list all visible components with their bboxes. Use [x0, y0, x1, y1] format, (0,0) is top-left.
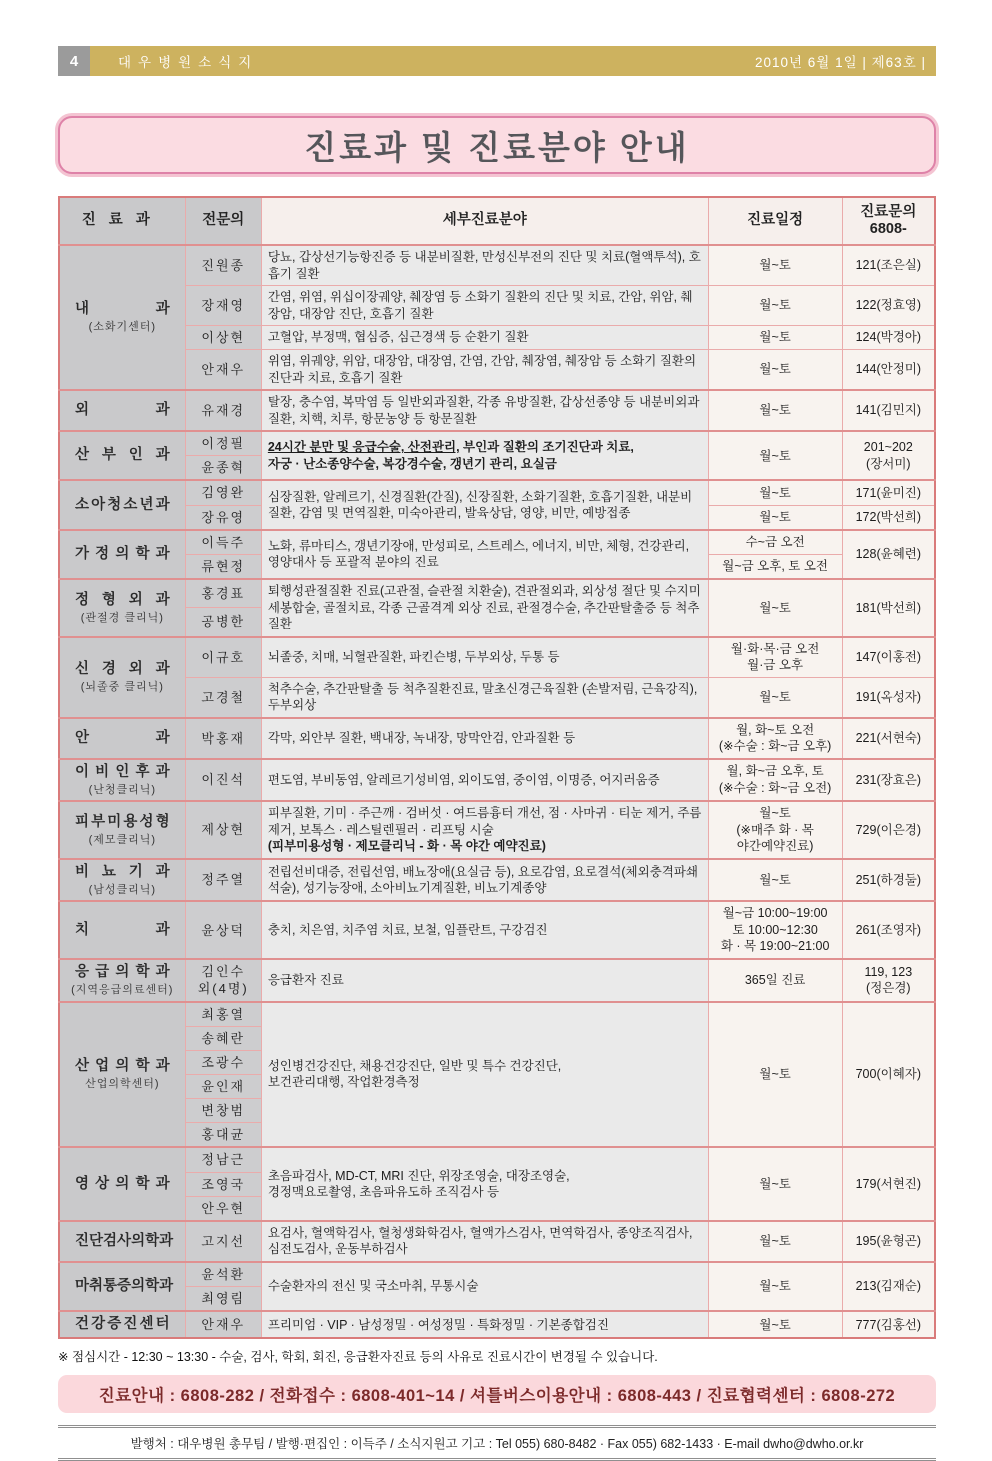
department-cell [59, 245, 185, 390]
phone-cell: 179(서현진) [842, 1147, 935, 1220]
doctor-cell: 윤종혁 [185, 456, 261, 481]
department-sub-label: (난청클리닉) [88, 783, 157, 796]
table-row [59, 326, 935, 350]
schedule-cell: 월~토 [708, 1147, 842, 1220]
detail-cell: 성인병건강진단, 채용건강진단, 일반 및 특수 건강진단, 보건관리대행, 작업환경측정 [261, 1002, 708, 1148]
department-name: 응 급 의 학 과 [75, 963, 170, 980]
department-table [58, 196, 936, 1339]
schedule-cell: 월~토 [708, 390, 842, 431]
department-cell [59, 637, 185, 718]
schedule-cell: 월, 화~토 오전 (※수술 : 화~금 오후) [708, 718, 842, 759]
schedule-cell: 월~토 [708, 1311, 842, 1338]
schedule-cell: 월~토 [708, 677, 842, 718]
col-header-detail: 세부진료분야 [261, 197, 708, 245]
department-sub-label: (뇌졸중 클리닉) [80, 680, 164, 693]
department-name: 비 뇨 기 과 [75, 863, 170, 880]
doctor-cell: 윤석환 [185, 1262, 261, 1287]
phone-cell: 729(이은경) [842, 801, 935, 859]
schedule-cell: 월~토 [708, 286, 842, 326]
department-sub-label: (소화기센터) [88, 321, 157, 334]
phone-cell: 122(정효영) [842, 286, 935, 326]
detail-cell: 24시간 분만 및 응급수술, 산전관리, 부인과 질환의 조기진단과 치료, 자궁 · 난소종양수술, 복강경수술, 갱년기 관리, 요실금 [261, 431, 708, 480]
phone-cell: 124(박경아) [842, 326, 935, 350]
page-number: 4 [58, 46, 90, 76]
doctor-cell: 고경철 [185, 677, 261, 718]
table-row [59, 637, 935, 678]
department-name: 건 강 증 진 센 터 [75, 1316, 170, 1333]
detail-cell: 심장질환, 알레르기, 신경질환(간질), 신장질환, 소화기질환, 호흡기질환, 내분비질환, 감염 및 면역질환, 미숙아관리, 발육상담, 영양, 비만, 예방접종 [261, 480, 708, 529]
table-row [59, 759, 935, 802]
doctor-cell: 이규호 [185, 637, 261, 678]
schedule-cell: 월, 화~금 오후, 토 (※수술 : 화~금 오전) [708, 759, 842, 802]
department-name: 가 정 의 학 과 [75, 545, 170, 562]
doctor-cell: 변창범 [185, 1099, 261, 1123]
department-name: 소 아 청 소 년 과 [75, 496, 170, 513]
department-cell [59, 901, 185, 959]
table-row [59, 245, 935, 286]
department-cell [59, 431, 185, 480]
schedule-cell: 수~금 오전 [708, 530, 842, 555]
department-name: 영 상 의 학 과 [75, 1175, 170, 1192]
col-header-doctor: 전문의 [185, 197, 261, 245]
phone-cell: 181(박선희) [842, 579, 935, 637]
phone-cell: 119, 123 (정은경) [842, 959, 935, 1002]
schedule-cell: 월·화·목·금 오전 월·금 오후 [708, 637, 842, 678]
detail-cell: 충치, 치은염, 치주염 치료, 보철, 임플란트, 구강검진 [261, 901, 708, 959]
doctor-cell: 안우현 [185, 1196, 261, 1221]
doctor-cell: 제상현 [185, 801, 261, 859]
phone-cell: 121(조은실) [842, 245, 935, 286]
phone-cell: 147(이홍전) [842, 637, 935, 678]
department-cell [59, 1221, 185, 1262]
phone-cell: 231(장효은) [842, 759, 935, 802]
table-row [59, 579, 935, 608]
table-row [59, 350, 935, 391]
department-cell [59, 959, 185, 1002]
doctor-cell: 안재우 [185, 1311, 261, 1338]
table-row [59, 718, 935, 759]
department-name: 마 취 통 증 의 학 과 [75, 1278, 174, 1295]
department-name: 산 업 의 학 과 [75, 1058, 170, 1075]
table-row [59, 1002, 935, 1027]
phone-cell: 700(이혜자) [842, 1002, 935, 1148]
department-cell [59, 1147, 185, 1220]
detail-cell: 척추수술, 추간판탈출 등 척추질환진료, 말초신경근육질환 (손발저림, 근육강직), 두부외상 [261, 677, 708, 718]
doctor-cell: 윤상덕 [185, 901, 261, 959]
department-name: 진 단 검 사 의 학 과 [75, 1232, 174, 1249]
schedule-cell: 월~토 [708, 350, 842, 391]
department-sub-label: (지역응급의료센터) [71, 984, 174, 996]
page-title: 진료과 및 진료분야 안내 [304, 128, 690, 166]
table-row [59, 530, 935, 555]
doctor-cell: 최홍열 [185, 1002, 261, 1027]
doctor-cell: 이득주 [185, 530, 261, 555]
department-name: 이 비 인 후 과 [75, 763, 170, 780]
doctor-cell: 공병한 [185, 608, 261, 637]
department-cell [59, 759, 185, 802]
department-name: 외 과 [75, 402, 170, 419]
lunch-time-note: ※ 점심시간 - 12:30 ~ 13:30 - 수술, 검사, 학회, 회진, 응급환자진료 등의 사유로 진료시간이 변경될 수 있습니다. [58, 1350, 658, 1365]
issue-date: 2010년 6월 1일 | 제63호 | [754, 55, 926, 70]
col-header-contact-line1: 진료문의 [860, 203, 917, 220]
schedule-cell: 월~토 [708, 480, 842, 505]
department-name: 신 경 외 과 [75, 660, 170, 677]
table-row [59, 901, 935, 959]
schedule-cell: 월~토 [708, 1221, 842, 1262]
phone-cell: 191(옥성자) [842, 677, 935, 718]
dept-table-body [59, 245, 935, 1338]
phone-cell: 171(윤미진) [842, 480, 935, 505]
doctor-cell: 홍경표 [185, 579, 261, 608]
doctor-cell: 홍대균 [185, 1123, 261, 1148]
doctor-cell: 류현정 [185, 554, 261, 579]
doctor-cell: 이정필 [185, 431, 261, 456]
table-row [59, 1311, 935, 1338]
schedule-cell: 월~토 [708, 326, 842, 350]
phone-cell: 195(윤형곤) [842, 1221, 935, 1262]
page-content [58, 46, 936, 1461]
phone-contact-bar: 진료안내 : 6808-282 / 전화접수 : 6808-401~14 / 셔틀버스이용안내 : 6808-443 / 진료협력센터 : 6808-272 [58, 1375, 936, 1413]
table-row [59, 1147, 935, 1172]
department-name: 산 부 인 과 [75, 447, 170, 464]
detail-cell: 당뇨, 갑상선기능항진증 등 내분비질환, 만성신부전의 진단 및 치료(혈액투석), 호흡기 질환 [261, 245, 708, 286]
newsletter-title: 대우병원소식지 [118, 55, 259, 70]
detail-cell: 응급환자 진료 [261, 959, 708, 1002]
department-cell [59, 480, 185, 529]
schedule-cell: 월~토 [708, 505, 842, 530]
detail-cell: 전립선비대증, 전립선염, 배뇨장애(요실금 등), 요로감염, 요로결석(체외충격파쇄석술), 성기능장애, 소아비뇨기계질환, 비뇨기계종양 [261, 859, 708, 902]
detail-cell: 프리미엄 · VIP · 남성정밀 · 여성정밀 · 특화정밀 · 기본종합검진 [261, 1311, 708, 1338]
schedule-cell: 월~토 [708, 431, 842, 480]
section-title-box [58, 116, 936, 174]
department-sub-label: (제모클리닉) [88, 833, 157, 846]
doctor-cell: 김인수 외(4명) [185, 959, 261, 1002]
doctor-cell: 김영완 [185, 480, 261, 505]
phone-cell: 141(김민지) [842, 390, 935, 431]
phone-cell: 201~202 (장서미) [842, 431, 935, 480]
schedule-cell: 월~토 [708, 859, 842, 902]
department-cell [59, 1002, 185, 1148]
doctor-cell: 조영국 [185, 1172, 261, 1196]
department-cell [59, 579, 185, 637]
detail-cell: 초음파검사, MD-CT, MRI 진단, 위장조영술, 대장조영술, 경정맥요로촬영, 초음파유도하 조직검사 등 [261, 1147, 708, 1220]
doctor-cell: 장재영 [185, 286, 261, 326]
phone-cell: 251(하경둘) [842, 859, 935, 902]
col-header-contact [842, 197, 935, 245]
table-row [59, 480, 935, 505]
schedule-cell: 월~금 10:00~19:00 토 10:00~12:30 화 · 목 19:00~21:00 [708, 901, 842, 959]
schedule-cell: 365일 진료 [708, 959, 842, 1002]
table-row [59, 959, 935, 1002]
department-cell [59, 1311, 185, 1338]
department-sub-label: (관절경 클리닉) [80, 611, 164, 624]
department-cell [59, 1262, 185, 1311]
detail-cell: 노화, 류마티스, 갱년기장애, 만성피로, 스트레스, 에너지, 비만, 체형, 건강관리, 영양대사 등 포괄적 분야의 진료 [261, 530, 708, 579]
detail-cell: 퇴행성관절질환 진료(고관절, 슬관절 치환술), 견관절외과, 외상성 절단 및 수지미세봉합술, 골절치료, 각종 근골격계 외상 진료, 관절경수술, 추간판탈출증 등 척추질환 [261, 579, 708, 637]
department-cell [59, 718, 185, 759]
doctor-cell: 정주열 [185, 859, 261, 902]
schedule-cell: 월~토 [708, 245, 842, 286]
publisher-footer: 발행처 : 대우병원 총무팀 / 발행·편집인 : 이득주 / 소식지원고 기고 : Tel 055) 680-8482 · Fax 055) 682-1433 · E-mail dwho@dwho.or.kr [58, 1425, 936, 1461]
detail-cell: 편도염, 부비동염, 알레르기성비염, 외이도염, 중이염, 이명증, 어지러움증 [261, 759, 708, 802]
detail-cell: 탈장, 충수염, 복막염 등 일반외과질환, 각종 유방질환, 갑상선종양 등 내분비외과질환, 치핵, 치루, 항문농양 등 항문질환 [261, 390, 708, 431]
doctor-cell: 이상현 [185, 326, 261, 350]
department-cell [59, 530, 185, 579]
detail-cell: 뇌졸중, 치매, 뇌혈관질환, 파킨슨병, 두부외상, 두통 등 [261, 637, 708, 678]
table-row [59, 431, 935, 456]
phone-cell: 128(윤혜련) [842, 530, 935, 579]
doctor-cell: 유재경 [185, 390, 261, 431]
phone-cell: 172(박선희) [842, 505, 935, 530]
doctor-cell: 조광수 [185, 1050, 261, 1074]
doctor-cell: 박홍재 [185, 718, 261, 759]
doctor-cell: 진원종 [185, 245, 261, 286]
department-cell [59, 859, 185, 902]
col-header-contact-line2: 6808- [869, 221, 907, 237]
department-name: 피 부 미 용 성 형 [75, 813, 170, 830]
table-row [59, 1262, 935, 1287]
table-row [59, 677, 935, 718]
department-cell [59, 390, 185, 431]
detail-cell: 고혈압, 부정맥, 협심증, 심근경색 등 순환기 질환 [261, 326, 708, 350]
detail-cell: 피부질환, 기미 · 주근깨 · 검버섯 · 여드름흉터 개선, 점 · 사마귀 · 티눈 제거, 주름 제거, 보톡스 · 레스틸렌필러 · 리프팅 시술 (피부미용성형 · 제모클리닉 - 화 · 목 야간 예약진료) [261, 801, 708, 859]
department-name: 내 과 [75, 301, 170, 318]
col-header-schedule: 진료일정 [708, 197, 842, 245]
doctor-cell: 정남근 [185, 1147, 261, 1172]
phone-cell: 221(서현숙) [842, 718, 935, 759]
department-name: 치 과 [75, 921, 170, 938]
schedule-cell: 월~토 [708, 579, 842, 637]
phone-cell: 213(김재순) [842, 1262, 935, 1311]
detail-cell: 각막, 외안부 질환, 백내장, 녹내장, 망막안검, 안과질환 등 [261, 718, 708, 759]
table-row [59, 390, 935, 431]
schedule-cell: 월~토 [708, 1262, 842, 1311]
department-sub-label: 산업의학센터) [85, 1078, 160, 1091]
department-name: 정 형 외 과 [75, 591, 170, 608]
department-cell [59, 801, 185, 859]
table-row [59, 1221, 935, 1262]
phone-cell: 261(조영자) [842, 901, 935, 959]
department-name: 안 과 [75, 729, 170, 746]
col-header-department: 진료과 [59, 197, 185, 245]
department-sub-label: (남성클리닉) [88, 883, 157, 896]
detail-cell: 위염, 위궤양, 위암, 대장암, 대장염, 간염, 간암, 췌장염, 췌장암 등 소화기 질환의 진단과 치료, 호흡기 질환 [261, 350, 708, 391]
detail-cell: 요검사, 혈액학검사, 혈청생화학검사, 혈액가스검사, 면역학검사, 종양조직검사, 심전도검사, 운동부하검사 [261, 1221, 708, 1262]
doctor-cell: 고지선 [185, 1221, 261, 1262]
table-row [59, 801, 935, 859]
table-row [59, 859, 935, 902]
doctor-cell: 안재우 [185, 350, 261, 391]
detail-cell: 간염, 위염, 위십이장궤양, 췌장염 등 소화기 질환의 진단 및 치료, 간암, 위암, 췌장암, 대장암 진단, 호흡기 질환 [261, 286, 708, 326]
detail-cell: 수술환자의 전신 및 국소마취, 무통시술 [261, 1262, 708, 1311]
doctor-cell: 최영림 [185, 1287, 261, 1312]
table-row [59, 286, 935, 326]
doctor-cell: 윤인재 [185, 1074, 261, 1098]
table-header-row [59, 197, 935, 245]
doctor-cell: 이진석 [185, 759, 261, 802]
doctor-cell: 송혜란 [185, 1026, 261, 1050]
phone-cell: 777(김홍선) [842, 1311, 935, 1338]
schedule-cell: 월~토 [708, 1002, 842, 1148]
phone-cell: 144(안정미) [842, 350, 935, 391]
doctor-cell: 장유영 [185, 505, 261, 530]
schedule-cell: 월~금 오후, 토 오전 [708, 554, 842, 579]
schedule-cell: 월~토 (※매주 화 · 목 야간예약진료) [708, 801, 842, 859]
page-header-bar [58, 46, 936, 76]
